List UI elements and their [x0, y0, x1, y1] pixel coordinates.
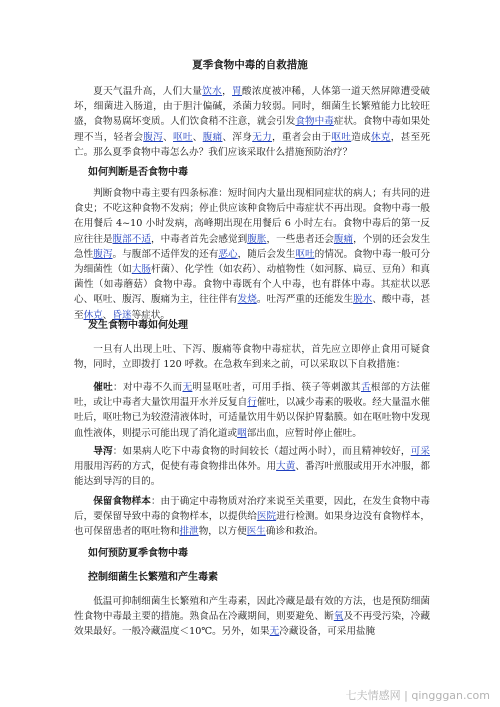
keyword-link[interactable]: 大黄	[276, 461, 296, 473]
text-run: 等症状。	[131, 309, 170, 321]
text-run: 进行检测。如果身边没有食物样本，也可保留患者的呕吐物和	[74, 511, 431, 538]
text-run: 、番泻叶煎服或用开水冲服，都能达到导泻的目的。	[74, 461, 431, 488]
text-run: 、酸中毒，甚至	[74, 294, 431, 321]
text-run: 一旦有人出现上吐、下泻、腹痛等食物中毒症状，首先应立即停止食用可疑食物，同时，立即拨打 120 呼救。在急救车到来之前，可以采取以下自救措施：	[74, 344, 430, 371]
intro-paragraph	[74, 84, 430, 160]
site-watermark: 七夫情感网 | qingggan.com	[345, 689, 490, 702]
keyword-link[interactable]: 无	[269, 626, 280, 638]
vomit-paragraph	[74, 380, 430, 441]
keyword-link[interactable]: 食物中毒	[295, 116, 334, 128]
text-run: ，甚至死亡。那么夏季食物中毒怎么办？我们应该采取什么措施预防治疗？	[74, 131, 431, 158]
text-run: 确诊和救治。	[265, 526, 324, 538]
text-run: 杆菌）、化学性（如农药）、动植物性（如河豚、扁豆、豆角）和真菌性（如毒蘑菇）食物中毒。食物中毒既有个人中毒，也有群体中毒。其症状以恶心、呕吐、腹泻、腹痛为主，往往伴有	[74, 264, 431, 306]
keyword-link[interactable]: 医生	[246, 526, 266, 538]
text-run: ，中毒者首先会感觉到	[151, 233, 248, 245]
keyword-link[interactable]: 医院	[256, 511, 277, 523]
keyword-link[interactable]: 恶心	[218, 248, 238, 260]
section-handle-intro	[74, 342, 430, 372]
text-run: 用服用泻药的方式，促使有毒食物排出体外。用	[74, 461, 277, 473]
section-handle-sample	[74, 494, 430, 540]
keyword-link[interactable]: 舌	[360, 382, 371, 393]
text-run: 、浑身	[222, 131, 253, 143]
text-run: 、	[163, 131, 173, 143]
section-heading-handle: 发生食物中毒如何处理	[88, 320, 188, 331]
section-judge-paragraph	[74, 186, 430, 323]
text-run: 部出血，应暂时停止催吐。	[246, 427, 362, 439]
text-run: 冷藏设备，可采用盐腌	[279, 626, 376, 638]
section-judge-body	[74, 186, 430, 323]
text-run: 夏天气温升高，人们大量	[93, 86, 203, 97]
text-run: 症状。食物中毒如果处理不当，轻者会	[74, 116, 431, 143]
control-paragraph	[74, 594, 430, 640]
text-run: 、	[102, 309, 113, 321]
keyword-link[interactable]: 行	[247, 397, 257, 409]
text-run: 根部的方法催吐，或让中毒者大量饮用温开水并反复自	[74, 382, 431, 409]
keyword-link[interactable]: 氧	[333, 611, 344, 623]
bold-term: 导泻	[93, 446, 113, 457]
keyword-link[interactable]: 咽	[237, 427, 247, 439]
handle-intro-paragraph	[74, 342, 430, 372]
text-run: 物，以方便	[198, 526, 247, 538]
keyword-link[interactable]: 饮水	[202, 86, 223, 97]
bold-term: 催吐	[93, 382, 114, 393]
keyword-link[interactable]: 腹部不适	[112, 233, 151, 245]
keyword-link[interactable]: 胃	[232, 86, 242, 97]
keyword-link[interactable]: 呕吐	[331, 131, 352, 143]
keyword-link[interactable]: 可采	[410, 446, 430, 457]
sample-paragraph	[74, 494, 430, 540]
text-run: 酸浓度被冲稀，人体第一道天然屏障遭受破坏，细菌进入肠道，由于胆汁偏碱，杀菌力较弱。同时，细菌生长繁殖能力比较旺盛，食物易腐坏变质。人们饮食稍不注意，就会引发	[74, 86, 431, 128]
purge-paragraph	[74, 444, 430, 490]
keyword-link[interactable]: 发烧	[237, 294, 257, 306]
text-run: ，重者会由于	[271, 131, 332, 143]
keyword-link[interactable]: 呕吐	[295, 248, 315, 260]
section-handle-purge	[74, 444, 430, 490]
intro-text	[74, 84, 430, 160]
keyword-link[interactable]: 休克	[83, 309, 103, 321]
text-run: 催吐，以减少毒素的吸收。经大量温水催吐后，呕吐物已为较澄清液体时，可适量饮用牛奶以保护胃黏膜。如在呕吐物中发现血性液体，则提示可能出现了消化道或	[74, 397, 431, 439]
text-run: 、	[192, 131, 203, 143]
keyword-link[interactable]: 呕吐	[172, 131, 193, 143]
keyword-link[interactable]: 休克	[370, 131, 391, 143]
section-heading-judge: 如何判断是否食物中毒	[88, 167, 188, 178]
keyword-link[interactable]: 脱水	[353, 294, 373, 306]
page-title: 夏季食物中毒的自救措施	[192, 59, 308, 71]
keyword-link[interactable]: 大肠	[131, 264, 151, 276]
section-handle-vomit	[74, 380, 430, 441]
text-run: 造成	[351, 131, 371, 143]
text-run: ：对中毒不久而	[113, 382, 183, 393]
keyword-link[interactable]: 腹胀	[247, 233, 267, 245]
text-run: ，一些患者还会	[266, 233, 334, 245]
keyword-link[interactable]: 腹泻	[93, 248, 113, 260]
section-heading-prevent: 如何预防夏季食物中毒	[88, 548, 188, 559]
keyword-link[interactable]: 无	[182, 382, 193, 393]
text-run: 。吐泻严重的还能发生	[256, 294, 354, 306]
section-heading-control: 控制细菌生长繁殖和产生毒素	[88, 572, 218, 583]
text-run: ，	[222, 86, 233, 97]
keyword-link[interactable]: 无力	[252, 131, 272, 143]
text-run: ，个别的还会发生急性	[74, 233, 431, 260]
keyword-link[interactable]: 排泄	[179, 526, 199, 538]
text-run: 低温可抑制细菌生长繁殖和产生毒素，因此冷藏是最有效的方法，也是预防细菌性食物中毒最主要的措施。熟食品在冷藏期间，则要避免、断	[74, 596, 430, 623]
text-run: 的情况。食物中毒一般可分为细菌性（如	[74, 248, 431, 276]
keyword-link[interactable]: 昏迷	[112, 309, 132, 321]
text-run: ：如果病人吃下中毒食物的时间较长（超过两小时），而且精神较好，	[112, 446, 411, 457]
section-control-body	[74, 594, 430, 640]
bold-term: 保留食物样本	[93, 496, 151, 507]
text-run: 及不再受污染，冷藏效果最好。一般冷藏温度＜10℃。另外，如果	[74, 611, 431, 638]
text-run: 判断食物中毒主要有四条标准：短时间内大量出现相同症状的病人；有共同的进食史；不吃这种食物不发病；停止供应该种食物后中毒症状不再出现。食物中毒一般在用餐后 4~10 小时发病，高峰期出现在用餐后 6 小时左右。食物中毒后的第一反应往往是	[74, 188, 430, 245]
text-run: ：由于确定中毒物质对治疗来说至关重要，因此，在发生食物中毒后，要保留导致中毒的食物样本，以提供给	[74, 496, 431, 523]
text-run: 。与腹部不适伴发的还有	[112, 248, 219, 260]
keyword-link[interactable]: 腹泻	[143, 131, 164, 143]
keyword-link[interactable]: 腹痛	[202, 131, 223, 143]
text-run: 明显呕吐者，可用手指、筷子等刺激其	[192, 382, 361, 393]
keyword-link[interactable]: 腹痛	[333, 233, 354, 245]
text-run: ，随后会发生	[237, 248, 296, 260]
